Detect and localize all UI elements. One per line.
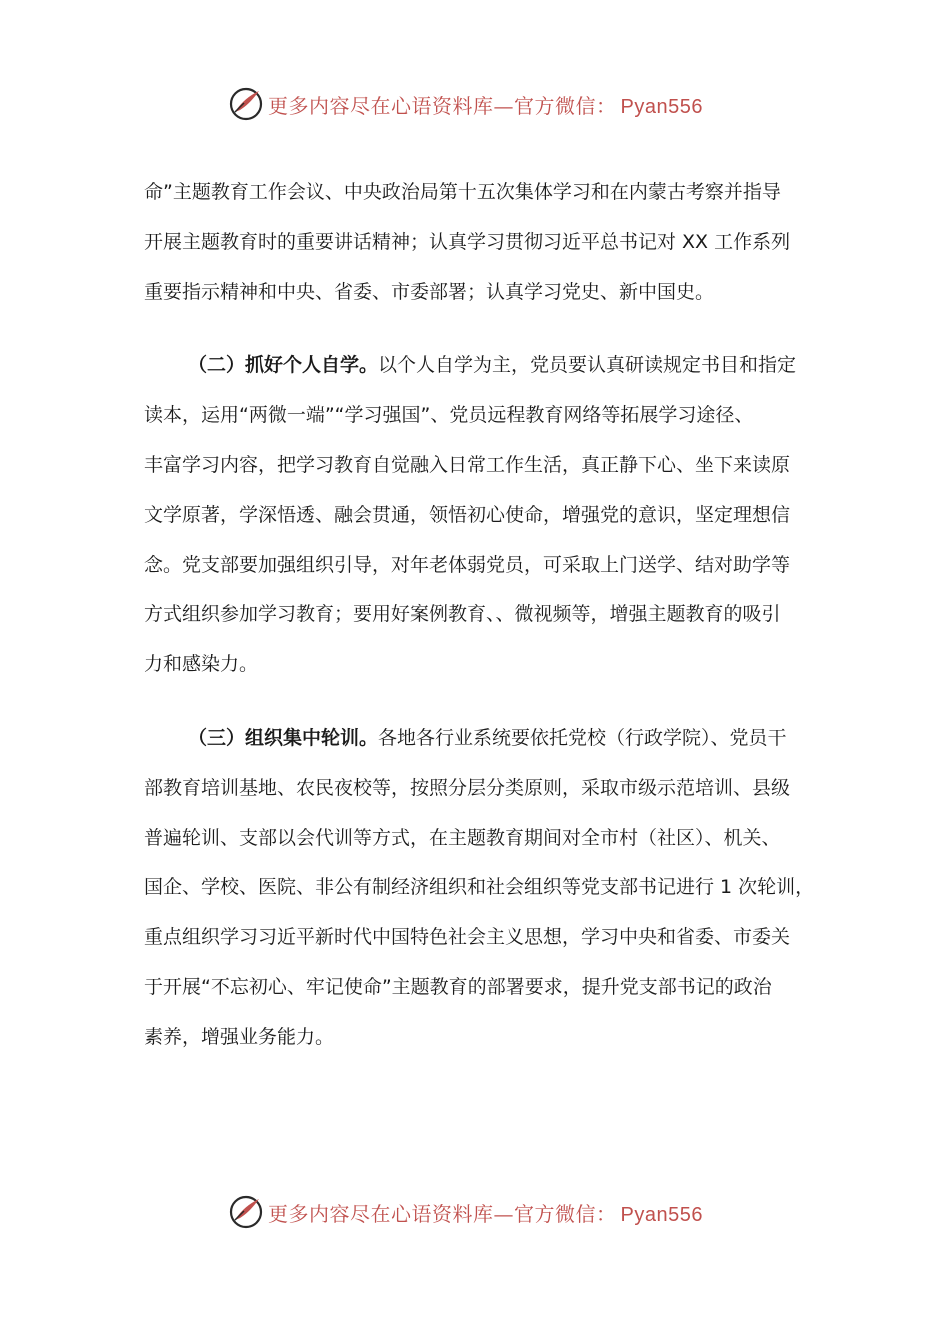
text-span: 各地各行业系统要依托党校（行政学院）、党员干 <box>378 726 787 749</box>
text-line: 重要指示精神和中央、省委、市委部署；认真学习党史、新中国史。 <box>144 280 715 303</box>
text-line: 部教育培训基地、农民夜校等，按照分层分类原则，采取市级示范培训、县级 <box>144 776 791 799</box>
text-line: 读本，运用“两微一端”“学习强国”、党员远程教育网络等拓展学习途径、 <box>144 404 754 427</box>
header-watermark <box>0 84 950 124</box>
section-heading: （二）抓好个人自学。 <box>188 354 379 377</box>
text-line: 普遍轮训、支部以会代训等方式，在主题教育期间对全市村（社区）、机关、 <box>144 826 781 849</box>
text-span: 以个人自学为主，党员要认真研读规定书目和指定 <box>378 354 797 377</box>
text-line: 开展主题教育时的重要讲话精神；认真学习贯彻习近平总书记对 XX 工作系列 <box>144 230 791 253</box>
watermark-text: 更多内容尽在心语资料库—官方微信： Pyan556 <box>268 93 703 118</box>
footer-watermark <box>0 1192 950 1232</box>
watermark-text: 更多内容尽在心语资料库—官方微信： Pyan556 <box>268 1201 703 1226</box>
quill-logo-icon <box>228 86 264 122</box>
wechat-id: Pyan556 <box>620 95 703 118</box>
text-line <box>144 341 816 391</box>
text-line: 念。党支部要加强组织引导，对年老体弱党员，可采取上门送学、结对助学等 <box>144 553 791 576</box>
text-line <box>144 714 816 764</box>
document-body <box>144 168 816 1063</box>
paragraph-3 <box>144 714 816 1063</box>
text-line: 力和感染力。 <box>144 653 259 676</box>
text-line: 重点组织学习习近平新时代中国特色社会主义思想，学习中央和省委、市委关 <box>144 926 791 949</box>
paragraph-1 <box>144 168 816 317</box>
text-line: 于开展“不忘初心、牢记使命”主题教育的部署要求，提升党支部书记的政治 <box>144 975 772 998</box>
wechat-id: Pyan556 <box>620 1203 703 1226</box>
paragraph-2 <box>144 341 816 690</box>
text-line: 国企、学校、医院、非公有制经济组织和社会组织等党支部书记进行 1 次轮训， <box>144 876 815 899</box>
text-line: 文学原著，学深悟透、融会贯通，领悟初心使命，增强党的意识，坚定理想信 <box>144 503 791 526</box>
section-heading: （三）组织集中轮训。 <box>188 726 379 749</box>
text-line: 素养，增强业务能力。 <box>144 1025 335 1048</box>
text-line: 方式组织参加学习教育；要用好案例教育、、微视频等，增强主题教育的吸引 <box>144 603 781 626</box>
text-line: 丰富学习内容，把学习教育自觉融入日常工作生活，真正静下心、坐下来读原 <box>144 453 791 476</box>
text-line: 命”主题教育工作会议、中央政治局第十五次集体学习和在内蒙古考察并指导 <box>144 181 781 203</box>
quill-logo-icon <box>228 1194 264 1230</box>
